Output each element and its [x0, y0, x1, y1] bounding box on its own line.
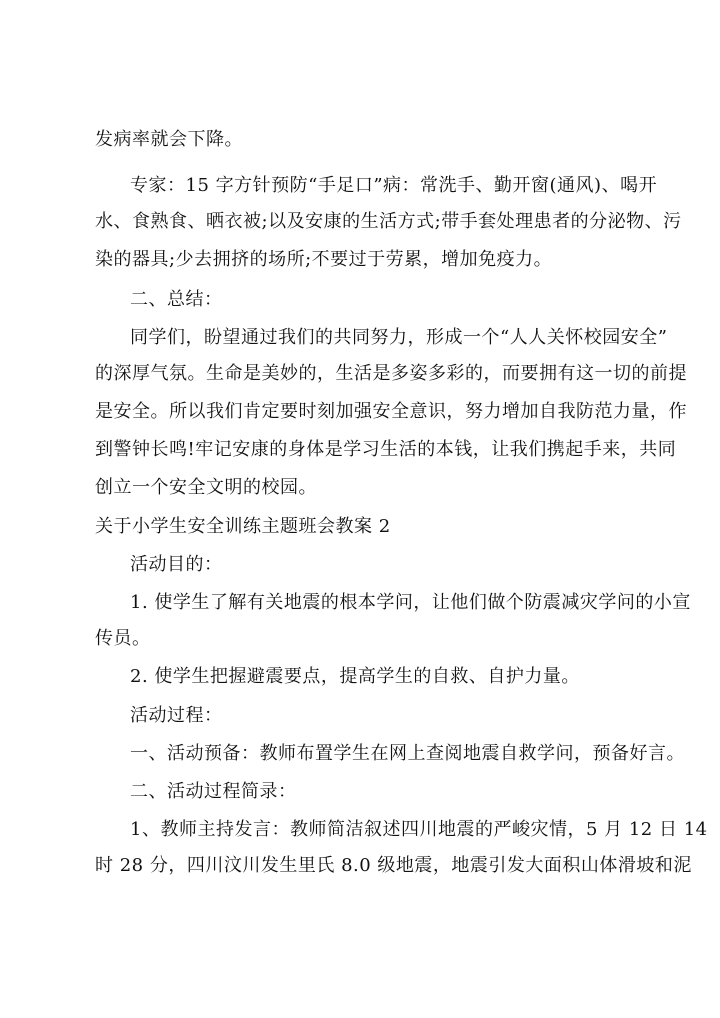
- text-line-19: 1、教师主持发言：教师简洁叙述四川地震的严峻灾情，5 月 12 日 14: [130, 819, 708, 840]
- text-line-4: 染的器具;少去拥挤的场所;不要过于劳累，增加免疫力。: [95, 249, 553, 270]
- text-line-18: 二、活动过程简录：: [130, 781, 297, 802]
- text-line-13: 1. 使学生了解有关地震的根本学问，让他们做个防震减灾学问的小宣: [130, 592, 691, 613]
- text-line-3: 水、食熟食、晒衣被;以及安康的生活方式;带手套处理患者的分泌物、污: [95, 211, 682, 232]
- text-line-17: 一、活动预备：教师布置学生在网上查阅地震自救学问，预备好言。: [130, 743, 685, 764]
- text-line-16: 活动过程：: [130, 705, 223, 726]
- text-line-7: 的深厚气氛。生命是美妙的，生活是多姿多彩的，而要拥有这一切的前提: [95, 363, 687, 384]
- text-line-1: 发病率就会下降。: [95, 129, 243, 150]
- text-line-20: 时 28 分，四川汶川发生里氏 8.0 级地震，地震引发大面积山体滑坡和泥: [95, 855, 692, 876]
- text-line-6: 同学们，盼望通过我们的共同努力，形成一个“人人关怀校园安全”: [130, 327, 668, 348]
- text-line-10: 创立一个安全文明的校园。: [95, 477, 317, 498]
- text-line-2: 专家：15 字方针预防“手足口”病：常洗手、勤开窗(通风)、喝开: [130, 175, 658, 196]
- text-line-15: 2. 使学生把握避震要点，提高学生的自救、自护力量。: [130, 666, 580, 687]
- text-line-14: 传员。: [95, 628, 151, 649]
- text-line-8: 是安全。所以我们肯定要时刻加强安全意识，努力增加自我防范力量，作: [95, 401, 687, 422]
- text-line-11: 关于小学生安全训练主题班会教案 2: [95, 516, 391, 537]
- text-line-12: 活动目的：: [130, 554, 223, 575]
- text-line-9: 到警钟长鸣!牢记安康的身体是学习生活的本钱，让我们携起手来，共同: [95, 439, 677, 460]
- text-line-5: 二、总结：: [130, 289, 223, 310]
